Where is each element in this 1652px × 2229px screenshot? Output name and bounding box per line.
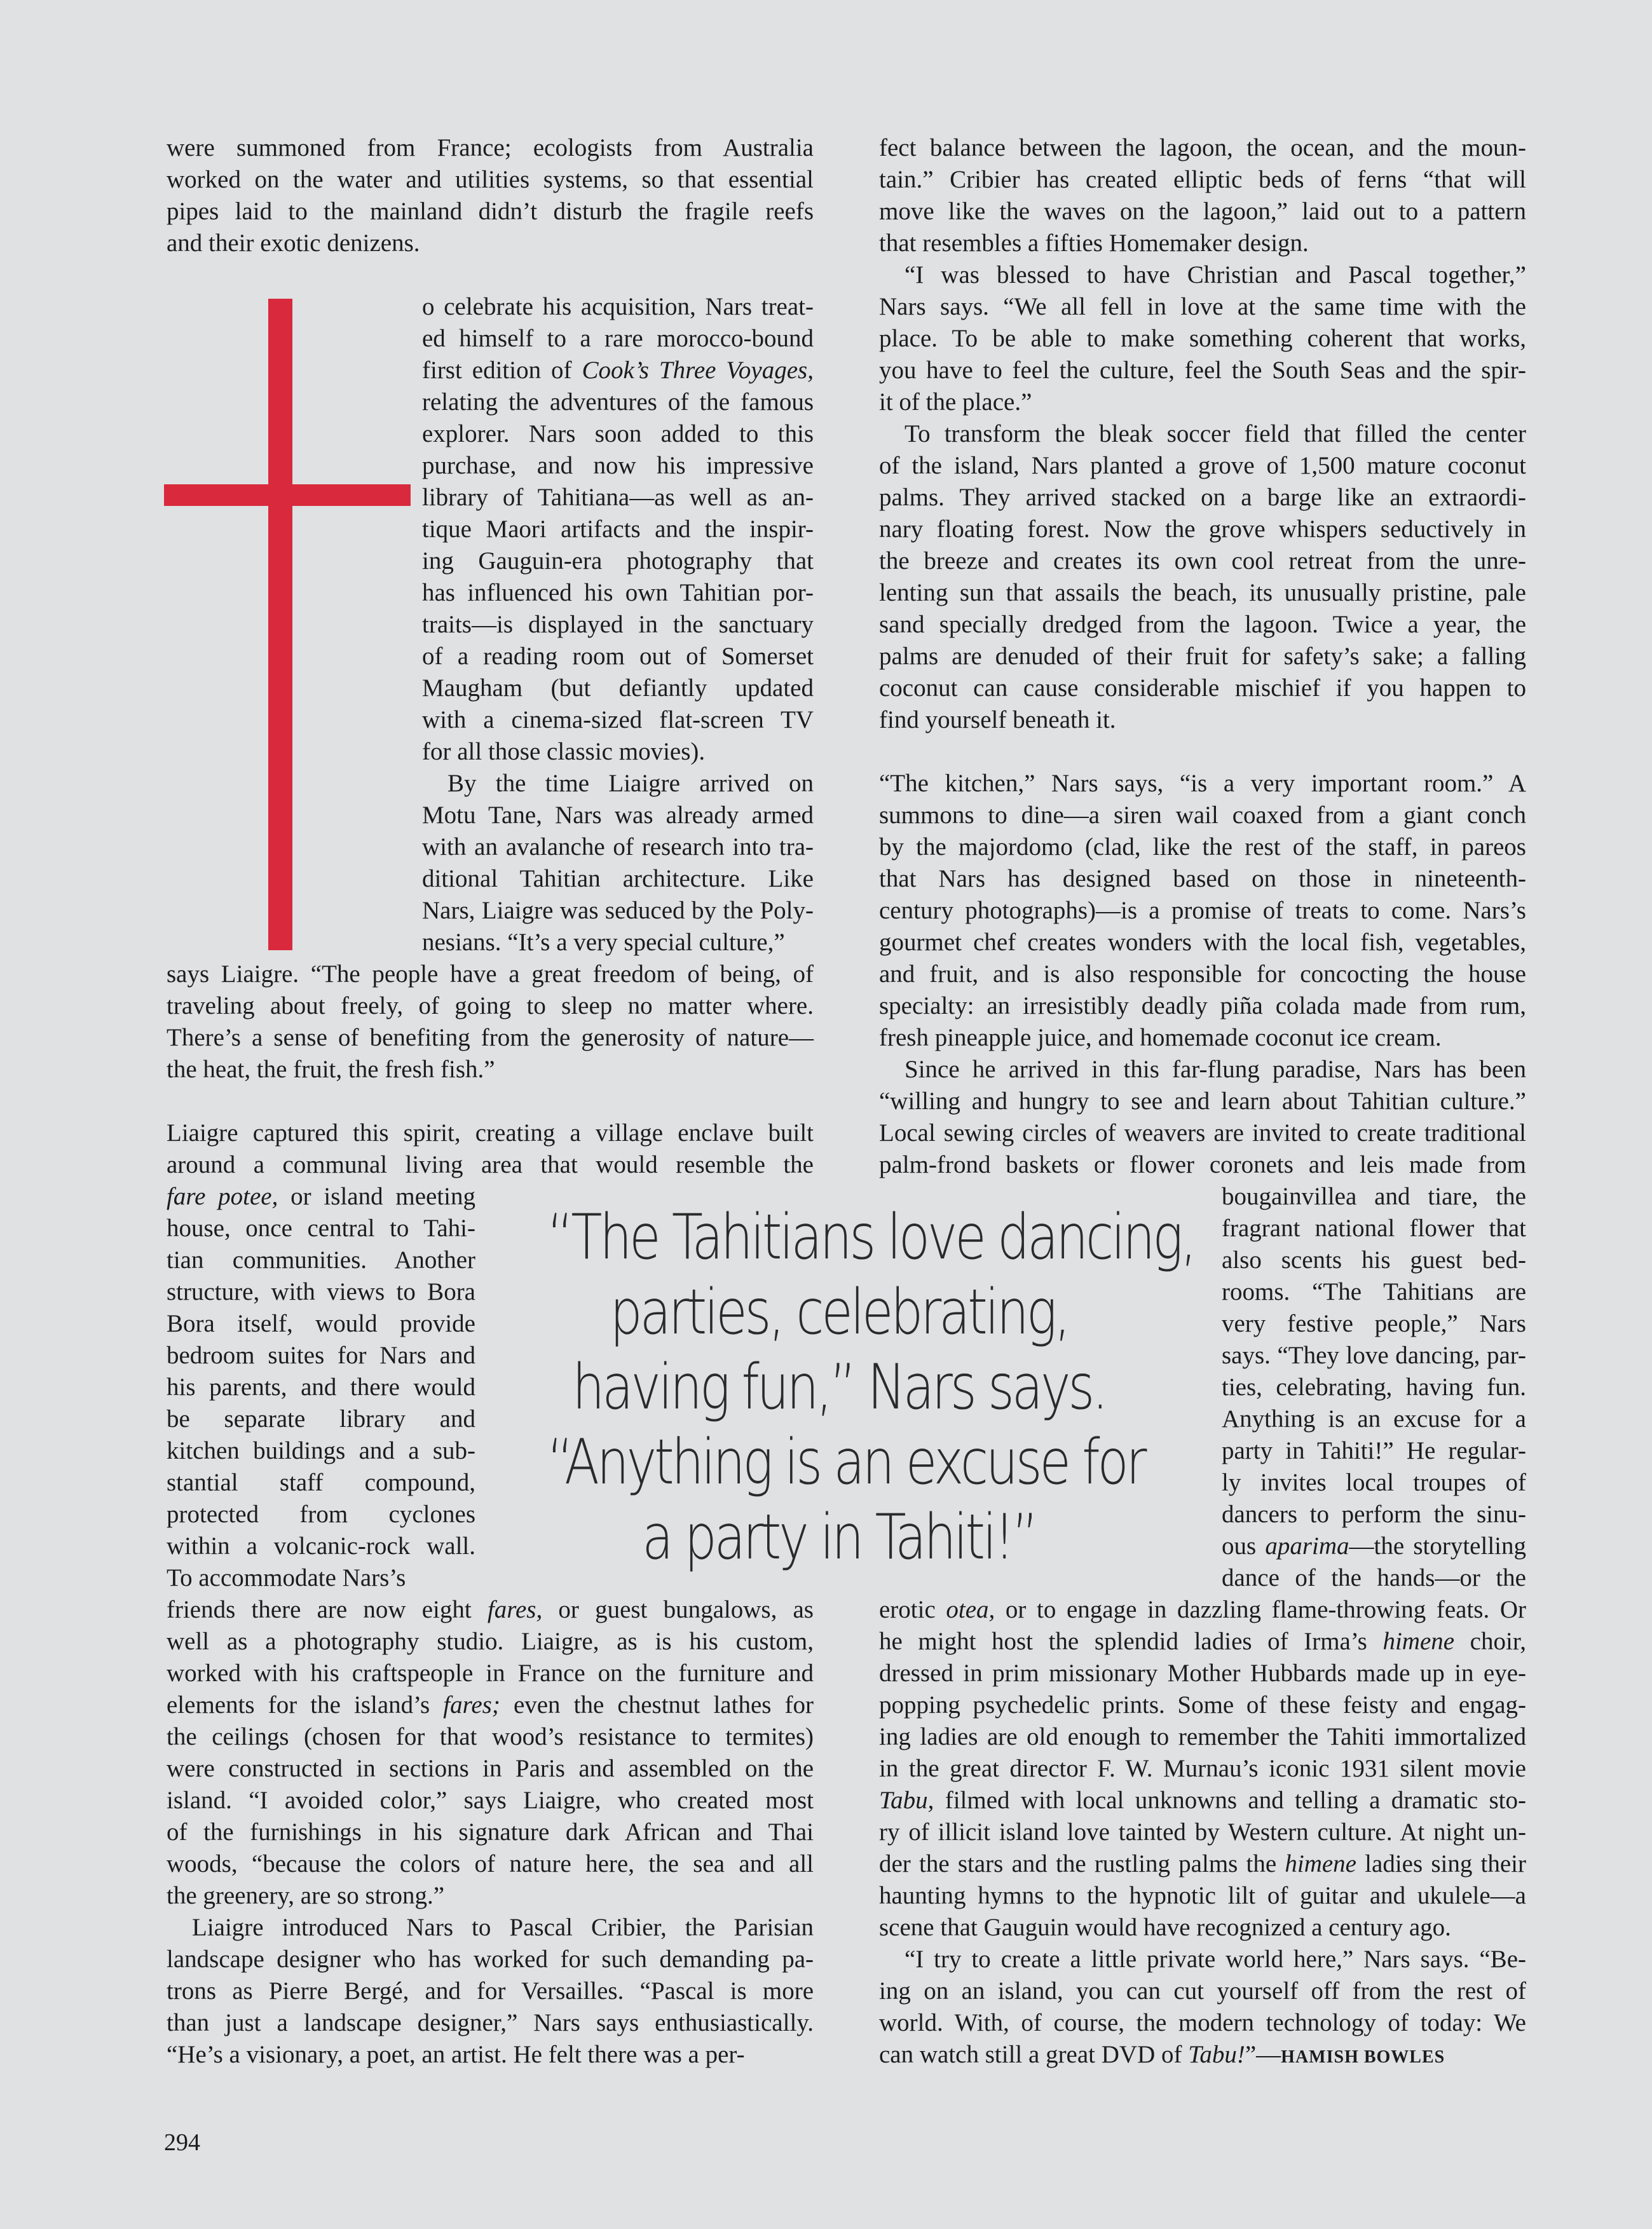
text-line: erotic otea, or to engage in dazzling flame-throwing feats. Or — [879, 1596, 1526, 1623]
text-line: dance of the hands—or the — [1222, 1564, 1526, 1592]
text-line: than just a landscape designer,” Nars says enthusiastically. — [167, 2009, 814, 2036]
text-line: has influenced his own Tahitian por- — [422, 579, 814, 606]
text-line: with an avalanche of research into tra- — [422, 833, 814, 861]
text-line: haunting hymns to the hypnotic lilt of guitar and ukulele—a — [879, 1882, 1526, 1909]
text-line: ing on an island, you can cut yourself off from the rest of — [879, 1977, 1526, 2005]
text-line: tain.” Cribier has created elliptic beds of ferns “that will — [879, 166, 1526, 193]
text-line: palms are denuded of their fruit for safety’s sake; a falling — [879, 643, 1526, 670]
text-line: that Nars has designed based on those in nineteenth- — [879, 865, 1526, 892]
text-line: were constructed in sections in Paris and assembled on the — [167, 1755, 814, 1782]
dropcap-t-bar — [164, 484, 411, 506]
text-line: “The kitchen,” Nars says, “is a very important room.” A — [879, 770, 1526, 797]
text-line: trons as Pierre Bergé, and for Versailles. “Pascal is more — [167, 1977, 814, 2005]
text-line: nary floating forest. Now the grove whispers seductively in — [879, 515, 1526, 543]
text-line: that resembles a fifties Homemaker design. — [879, 229, 1309, 257]
text-line: ditional Tahitian architecture. Like — [422, 865, 814, 892]
text-line: tian communities. Another — [167, 1246, 475, 1274]
text-line: popping psychedelic prints. Some of these feisty and engag- — [879, 1691, 1526, 1719]
text-line: and their exotic denizens. — [167, 229, 420, 257]
text-line: the ceilings (chosen for that wood’s resistance to termites) — [167, 1723, 814, 1750]
pull-quote-line: parties, celebrating, — [610, 1276, 1068, 1349]
text-line: Tabu, filmed with local unknowns and telling a dramatic sto- — [879, 1787, 1526, 1814]
text-line: rooms. “The Tahitians are — [1222, 1278, 1526, 1305]
pull-quote-line: having fun,” Nars says. — [572, 1351, 1106, 1424]
text-line: bougainvillea and tiare, the — [1222, 1183, 1526, 1210]
text-line: ing ladies are old enough to remember the Tahiti immortalized — [879, 1723, 1526, 1750]
dropcap-t-stem — [268, 299, 292, 950]
text-line: Motu Tane, Nars was already armed — [422, 801, 814, 829]
text-line: “I was blessed to have Christian and Pascal together,” — [905, 261, 1526, 289]
text-line: tique Maori artifacts and the inspir- — [422, 515, 814, 543]
text-line: ly invites local troupes of — [1222, 1469, 1526, 1496]
text-line: traits—is displayed in the sanctuary — [422, 611, 814, 638]
text-line: o celebrate his acquisition, Nars treat- — [422, 293, 814, 320]
text-line: relating the adventures of the famous — [422, 388, 814, 416]
text-line: worked with his craftspeople in France on the furniture and — [167, 1660, 814, 1687]
text-line: To accommodate Nars’s — [167, 1564, 406, 1592]
text-line: scene that Gauguin would have recognized a century ago. — [879, 1914, 1451, 1941]
text-line: and fruit, and is also responsible for concocting the house — [879, 960, 1526, 988]
text-line: find yourself beneath it. — [879, 706, 1116, 733]
text-line: lenting sun that assails the beach, its unusually pristine, pale — [879, 579, 1526, 606]
text-line: Liaigre captured this spirit, creating a village enclave built — [167, 1119, 814, 1147]
text-line: summons to dine—a siren wail coaxed from a giant conch — [879, 801, 1526, 829]
text-line: stantial staff compound, — [167, 1469, 475, 1496]
text-line: kitchen buildings and a sub- — [167, 1437, 475, 1464]
text-line: be separate library and — [167, 1405, 475, 1433]
text-line: “willing and hungry to see and learn about Tahitian culture.” — [879, 1087, 1526, 1115]
text-line: Nars says. “We all fell in love at the same time with the — [879, 293, 1526, 320]
text-line: he might host the splendid ladies of Irma’s himene choir, — [879, 1628, 1526, 1655]
text-line: fare potee, or island meeting — [167, 1183, 475, 1210]
text-line: dressed in prim missionary Mother Hubbards made up in eye- — [879, 1660, 1526, 1687]
text-line: of the island, Nars planted a grove of 1,500 mature coconut — [879, 452, 1526, 479]
text-line: coconut can cause considerable mischief if you happen to — [879, 674, 1526, 702]
byline: HAMISH BOWLES — [1281, 2047, 1445, 2067]
text-line: ed himself to a rare morocco-bound — [422, 325, 814, 352]
text-line: ties, celebrating, having fun. — [1222, 1374, 1526, 1401]
text-line: “He’s a visionary, a poet, an artist. He felt there was a per- — [167, 2041, 745, 2068]
text-line: very festive people,” Nars — [1222, 1310, 1526, 1337]
text-line: says. “They love dancing, par- — [1222, 1342, 1526, 1369]
text-line: structure, with views to Bora — [167, 1278, 475, 1305]
text-line: the heat, the fruit, the fresh fish.” — [167, 1056, 495, 1083]
text-line: gourmet chef creates wonders with the local fish, vegetables, — [879, 929, 1526, 956]
text-line: were summoned from France; ecologists from Australia — [167, 134, 814, 161]
text-line: palm-frond baskets or flower coronets and leis made from — [879, 1151, 1526, 1178]
text-line: Nars, Liaigre was seduced by the Poly- — [422, 897, 814, 924]
text-line: with a cinema-sized flat-screen TV — [422, 706, 814, 733]
text-line: it of the place.” — [879, 388, 1032, 416]
text-line: ing Gauguin-era photography that — [422, 547, 814, 575]
text-line: protected from cyclones — [167, 1501, 475, 1528]
text-line: woods, “because the colors of nature here, the sea and all — [167, 1850, 814, 1878]
text-line: ry of illicit island love tainted by Western culture. At night un- — [879, 1818, 1526, 1846]
text-line: Maugham (but defiantly updated — [422, 674, 814, 702]
text-line: century photographs)—is a promise of treats to come. Nars’s — [879, 897, 1526, 924]
text-line: can watch still a great DVD of Tabu!”—HAMISH BOWLES — [879, 2041, 1445, 2068]
page-number: 294 — [164, 2129, 200, 2156]
text-line: for all those classic movies). — [422, 738, 706, 765]
text-line: fresh pineapple juice, and homemade coconut ice cream. — [879, 1024, 1442, 1051]
text-line: specialty: an irresistibly deadly piña colada made from rum, — [879, 992, 1526, 1019]
text-line: landscape designer who has worked for such demanding pa- — [167, 1946, 814, 1973]
text-line: Liaigre introduced Nars to Pascal Cribier, the Parisian — [192, 1914, 814, 1941]
text-line: also scents his guest bed- — [1222, 1246, 1526, 1274]
pull-quote-line: “Anything is an excuse for — [547, 1426, 1145, 1499]
text-line: explorer. Nars soon added to this — [422, 420, 814, 447]
text-line: in the great director F. W. Murnau’s iconic 1931 silent movie — [879, 1755, 1526, 1782]
text-line: party in Tahiti!” He regular- — [1222, 1437, 1526, 1464]
text-line: Local sewing circles of weavers are invited to create traditional — [879, 1119, 1526, 1147]
text-line: By the time Liaigre arrived on — [447, 770, 814, 797]
text-line: pipes laid to the mainland didn’t disturb the fragile reefs — [167, 198, 814, 225]
text-line: “I try to create a little private world here,” Nars says. “Be- — [905, 1946, 1526, 1973]
text-line: of a reading room out of Somerset — [422, 643, 814, 670]
text-line: place. To be able to make something coherent that works, — [879, 325, 1526, 352]
text-line: sand specially dredged from the lagoon. Twice a year, the — [879, 611, 1526, 638]
text-line: says Liaigre. “The people have a great freedom of being, of — [167, 960, 814, 988]
text-line: Since he arrived in this far-flung paradise, Nars has been — [905, 1056, 1526, 1083]
text-line: by the majordomo (clad, like the rest of the staff, in pareos — [879, 833, 1526, 861]
pull-quote-line: “The Tahitians love dancing, — [547, 1201, 1194, 1274]
text-line: island. “I avoided color,” says Liaigre, who created most — [167, 1787, 814, 1814]
text-line: around a communal living area that would resemble the — [167, 1151, 814, 1178]
text-line: library of Tahitiana—as well as an- — [422, 484, 814, 511]
pull-quote-line: a party in Tahiti!” — [642, 1501, 1036, 1574]
text-line: Anything is an excuse for a — [1222, 1405, 1526, 1433]
text-line: palms. They arrived stacked on a barge like an extraordi- — [879, 484, 1526, 511]
text-line: purchase, and now his impressive — [422, 452, 814, 479]
text-line: bedroom suites for Nars and — [167, 1342, 475, 1369]
text-line: der the stars and the rustling palms the himene ladies sing their — [879, 1850, 1526, 1878]
text-line: his parents, and there would — [167, 1374, 475, 1401]
text-line: first edition of Cook’s Three Voyages, — [422, 357, 814, 384]
text-line: fragrant national flower that — [1222, 1215, 1526, 1242]
text-line: dancers to perform the sinu- — [1222, 1501, 1526, 1528]
text-line: ous aparima—the storytelling — [1222, 1532, 1526, 1560]
text-line: traveling about freely, of going to sleep no matter where. — [167, 992, 814, 1019]
text-line: Bora itself, would provide — [167, 1310, 475, 1337]
text-line: nesians. “It’s a very special culture,” — [422, 929, 785, 956]
text-line: worked on the water and utilities systems, so that essential — [167, 166, 814, 193]
text-line: the breeze and creates its own cool retreat from the unre- — [879, 547, 1526, 575]
text-line: well as a photography studio. Liaigre, as is his custom, — [167, 1628, 814, 1655]
text-line: within a volcanic-rock wall. — [167, 1532, 475, 1560]
text-line: fect balance between the lagoon, the ocean, and the moun- — [879, 134, 1526, 161]
text-line: you have to feel the culture, feel the South Seas and the spir- — [879, 357, 1526, 384]
text-line: To transform the bleak soccer field that filled the center — [905, 420, 1526, 447]
text-line: the greenery, are so strong.” — [167, 1882, 445, 1909]
text-line: of the furnishings in his signature dark African and Thai — [167, 1818, 814, 1846]
text-line: move like the waves on the lagoon,” laid out to a pattern — [879, 198, 1526, 225]
text-line: house, once central to Tahi- — [167, 1215, 475, 1242]
text-line: friends there are now eight fares, or guest bungalows, as — [167, 1596, 814, 1623]
text-line: elements for the island’s fares; even the chestnut lathes for — [167, 1691, 814, 1719]
text-line: world. With, of course, the modern technology of today: We — [879, 2009, 1526, 2036]
text-line: There’s a sense of benefiting from the generosity of nature— — [167, 1024, 814, 1051]
